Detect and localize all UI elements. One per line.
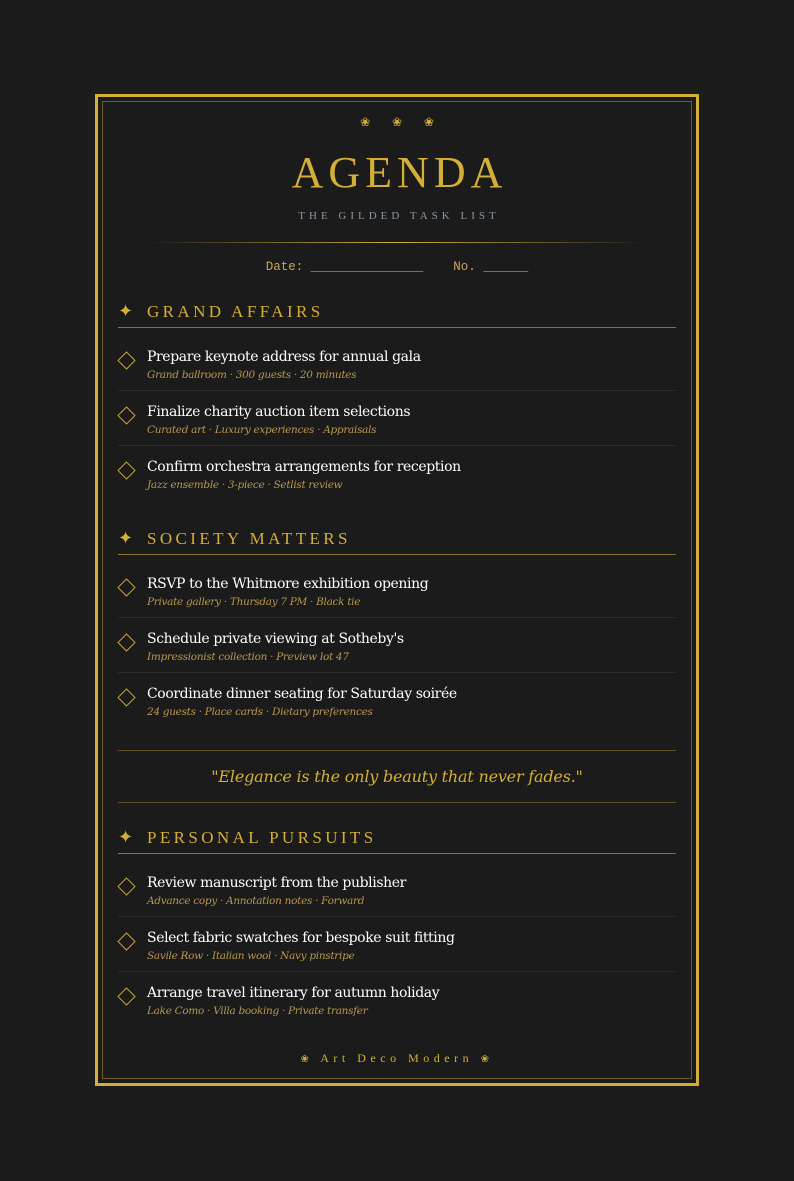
task-details: Grand ballroom · 300 guests · 20 minutes [147, 369, 357, 381]
quote-block [118, 750, 676, 803]
task-item [118, 336, 676, 391]
section-society-matters [118, 521, 676, 728]
diamond-checkbox-icon[interactable] [117, 877, 135, 895]
number-field[interactable]: ______ [483, 260, 529, 274]
sparkle-icon: ✦ [118, 826, 134, 848]
page-title: AGENDA [291, 148, 508, 197]
section-header [118, 820, 676, 854]
section-title: GRAND AFFAIRS [147, 301, 324, 321]
task-item [118, 862, 676, 917]
task-item [118, 917, 676, 972]
task-item [118, 618, 676, 673]
section-grand-affairs [118, 294, 676, 501]
task-title: Select fabric swatches for bespoke suit fitting [147, 930, 455, 946]
page-subtitle: THE GILDED TASK LIST [298, 210, 500, 222]
task-details: Jazz ensemble · 3-piece · Setlist review [147, 479, 343, 491]
task-title: Finalize charity auction item selections [147, 404, 411, 420]
quote-text: "Elegance is the only beauty that never fades." [211, 767, 583, 786]
diamond-checkbox-icon[interactable] [117, 987, 135, 1005]
task-details: Impressionist collection · Preview lot 47 [147, 651, 349, 663]
date-label: Date: [265, 260, 304, 274]
footer [118, 1051, 676, 1067]
number-label: No. [453, 260, 476, 274]
section-header [118, 521, 676, 555]
task-title: Arrange travel itinerary for autumn holiday [147, 985, 440, 1001]
diamond-checkbox-icon[interactable] [117, 351, 135, 369]
date-field[interactable]: _______________ [310, 260, 424, 274]
task-title: Prepare keynote address for annual gala [147, 349, 421, 365]
task-details: Curated art · Luxury experiences · Appraisals [147, 424, 377, 436]
task-details: Savile Row · Italian wool · Navy pinstripe [147, 950, 355, 962]
sparkle-icon: ✦ [118, 527, 134, 549]
task-title: Coordinate dinner seating for Saturday soirée [147, 686, 457, 702]
diamond-checkbox-icon[interactable] [117, 461, 135, 479]
section-title: SOCIETY MATTERS [147, 528, 351, 548]
task-item [118, 391, 676, 446]
flower-icon: ❀ [423, 115, 434, 129]
task-item [118, 972, 676, 1027]
task-title: Confirm orchestra arrangements for reception [147, 459, 461, 475]
diamond-checkbox-icon[interactable] [117, 578, 135, 596]
task-title: Review manuscript from the publisher [147, 875, 406, 891]
flower-icon: ❀ [480, 1054, 494, 1065]
sparkle-icon: ✦ [118, 300, 134, 322]
diamond-checkbox-icon[interactable] [117, 633, 135, 651]
diamond-checkbox-icon[interactable] [117, 932, 135, 950]
flower-icon: ❀ [300, 1054, 314, 1065]
flower-icon: ❀ [391, 115, 403, 129]
agenda-card [95, 94, 699, 1086]
task-details: Lake Como · Villa booking · Private transfer [147, 1005, 368, 1017]
task-details: 24 guests · Place cards · Dietary preferences [147, 706, 373, 718]
header-ornaments [118, 115, 676, 129]
section-header [118, 294, 676, 328]
task-title: Schedule private viewing at Sotheby's [147, 631, 404, 647]
task-item [118, 446, 676, 501]
section-personal-pursuits [118, 820, 676, 1027]
task-details: Private gallery · Thursday 7 PM · Black tie [147, 596, 361, 608]
footer-text: Art Deco Modern [320, 1051, 474, 1065]
task-item [118, 673, 676, 728]
task-item [118, 563, 676, 618]
date-number-row [118, 259, 676, 275]
section-title: PERSONAL PURSUITS [147, 827, 377, 847]
task-title: RSVP to the Whitmore exhibition opening [147, 576, 429, 592]
flower-icon: ❀ [360, 115, 371, 129]
header-divider [148, 242, 646, 243]
diamond-checkbox-icon[interactable] [117, 688, 135, 706]
diamond-checkbox-icon[interactable] [117, 406, 135, 424]
task-details: Advance copy · Annotation notes · Forward [147, 895, 365, 907]
